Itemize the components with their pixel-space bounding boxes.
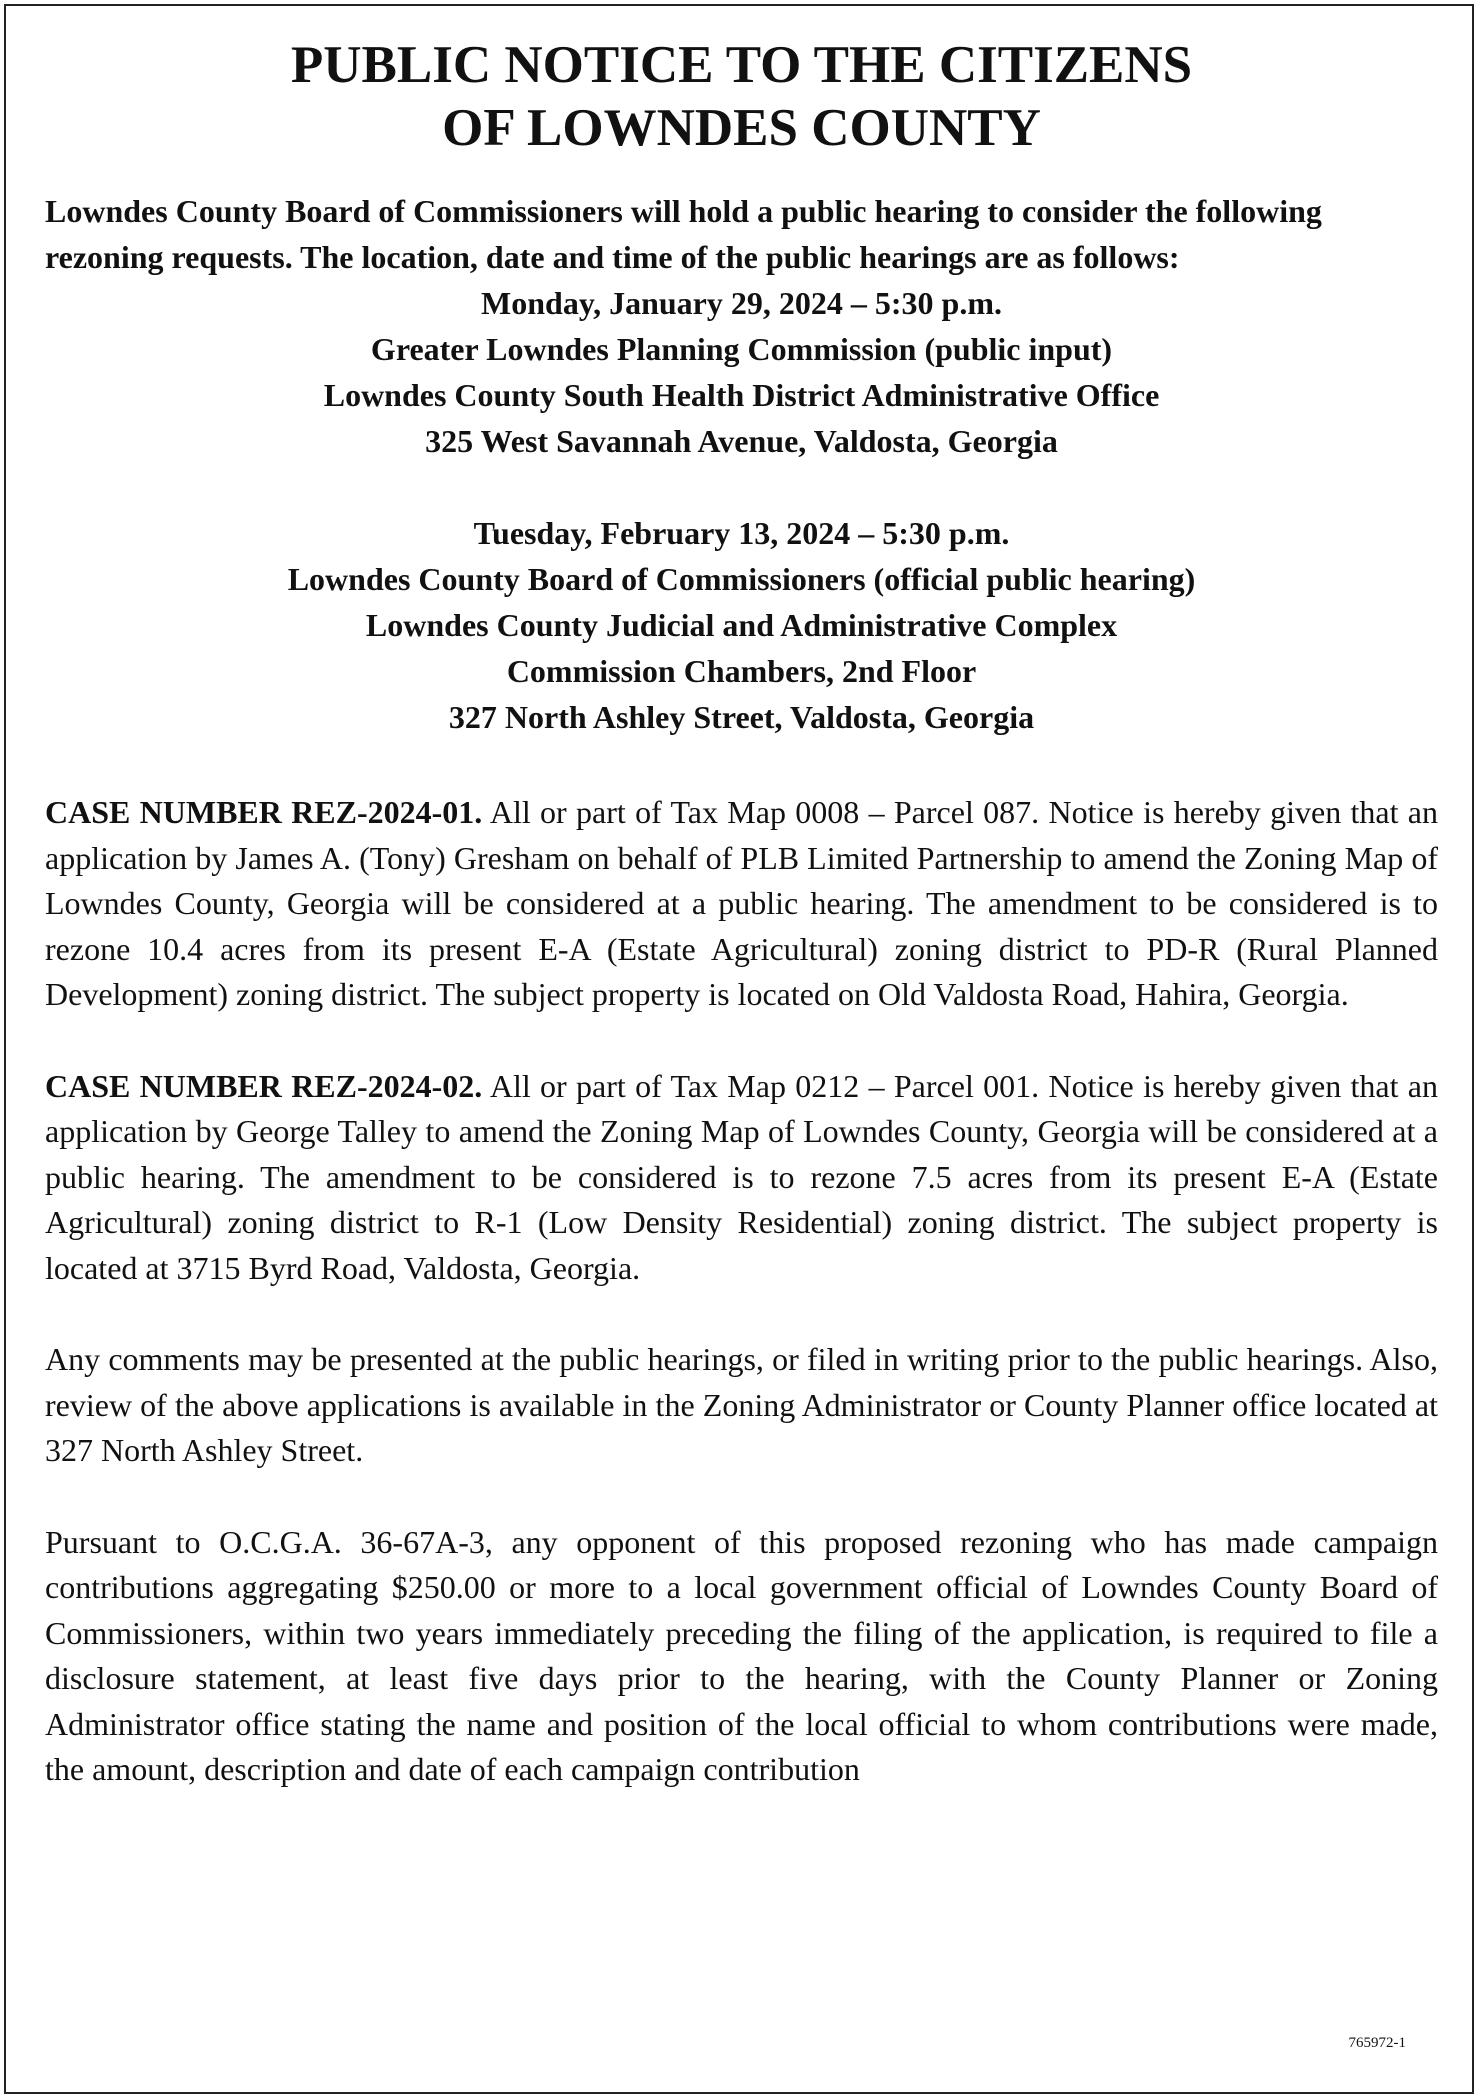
case-rez-2024-02 (45, 1064, 1438, 1292)
case2-label: CASE NUMBER REZ-2024-02. (45, 1067, 483, 1104)
meeting2-room: Commission Chambers, 2nd Floor (506, 653, 977, 689)
ad-reference-number: 765972-1 (1348, 2035, 1406, 2051)
title-line-2: OF LOWNDES COUNTY (442, 99, 1041, 157)
title-line-1: PUBLIC NOTICE TO THE CITIZENS (290, 36, 1193, 94)
intro-paragraph: Lowndes County Board of Commissioners will hold a public hearing to consider the following rezoning requests. The location, date and time of the public hearings are as follows: (45, 193, 1322, 275)
meeting-planning-commission (45, 280, 1438, 464)
case-rez-2024-01 (45, 790, 1438, 1018)
case2-text: All or part of Tax Map 0212 – Parcel 001. Notice is hereby given that an application by George Talley to amend the Zoning Map of Lowndes County, Georgia will be considered at a public hearing. The amendment to be considered is to rezone 7.5 acres from its present E-A (Estate Agricultural) zoning district to R-1 (Low Density Residential) zoning district. The subject property is located at 3715 Byrd Road, Valdosta, Georgia. (45, 1067, 1439, 1286)
meeting1-date: Monday, January 29, 2024 – 5:30 p.m. (481, 285, 1002, 321)
meeting2-place: Lowndes County Judicial and Administrative Complex (365, 607, 1118, 643)
case1-label: CASE NUMBER REZ-2024-01. (45, 794, 483, 830)
meeting2-address: 327 North Ashley Street, Valdosta, Georgia (448, 699, 1035, 735)
disclosure-paragraph: Pursuant to O.C.G.A. 36-67A-3, any opponent of this proposed rezoning who has made campaign contributions aggregating $250.00 or more to a local government official of Lowndes County Board of Commissioners, within two years immediately preceding the filing of the application, is required to file a disclosure statement, at least five days prior to the hearing, with the County Planner or Zoning Administrator office stating the name and position of the local official to whom contributions were made, the amount, description and date of each campaign contribution (45, 1523, 1438, 1787)
case1-text: All or part of Tax Map 0008 – Parcel 087. Notice is hereby given that an application by James A. (Tony) Gresham on behalf of PLB Limited Partnership to amend the Zoning Map of Lowndes County, Georgia will be considered at a public hearing. The amendment to be considered is to rezone 10.4 acres from its present E-A (Estate Agricultural) zoning district to PD-R (Rural Planned Development) zoning district. The subject property is located on Old Valdosta Road, Hahira, Georgia. (45, 794, 1439, 1012)
meeting1-address: 325 West Savannah Avenue, Valdosta, Georgia (425, 423, 1058, 459)
meeting2-body: Lowndes County Board of Commissioners (official public hearing) (287, 561, 1196, 597)
comments-paragraph: Any comments may be presented at the public hearings, or filed in writing prior to the public hearings. Also, review of the above applications is available in the Zoning Administrator or County Planner office located at 327 North Ashley Street. (45, 1341, 1438, 1468)
meeting1-place: Lowndes County South Health District Administrative Office (323, 377, 1160, 413)
meeting2-date: Tuesday, February 13, 2024 – 5:30 p.m. (473, 515, 1010, 551)
notice-body (45, 34, 1438, 1793)
notice-title (45, 34, 1438, 160)
meeting1-body: Greater Lowndes Planning Commission (public input) (370, 331, 1113, 367)
meeting-board-of-commissioners (45, 510, 1438, 740)
